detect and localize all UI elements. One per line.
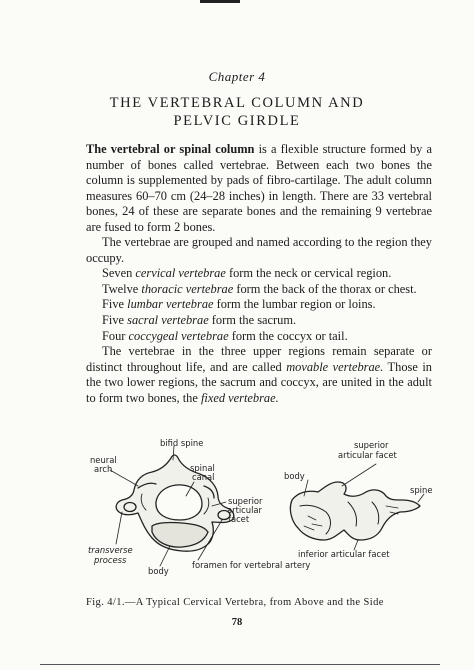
label-superior-articular-facet-right-2: articular facet: [338, 450, 397, 460]
text: form the lumbar region or loins.: [213, 297, 376, 312]
label-inferior-articular-facet: inferior articular facet: [298, 549, 390, 559]
chapter-title-line-2: PELVIC GIRDLE: [173, 113, 301, 129]
text: Four: [102, 328, 129, 343]
term-thoracic: thoracic vertebrae: [141, 281, 234, 296]
body-text: [86, 142, 432, 406]
term-lumbar: lumbar vertebrae: [127, 297, 214, 312]
lead-term: The vertebral or spinal column: [86, 142, 255, 156]
paragraph-coccygeal: [86, 329, 432, 345]
text: The vertebrae in the three upper regions remain separate or distinct throughout life, and are called: [86, 344, 432, 374]
paragraph-grouping: The vertebrae are grouped and named according to the region they occupy.: [86, 235, 432, 265]
label-superior-articular-facet-left-2: articular: [227, 505, 263, 515]
label-spine-right: spine: [410, 485, 433, 495]
vertebra-figure: [86, 436, 446, 586]
label-bifid-spine: bifid spine: [160, 438, 204, 448]
label-transverse-process-1: transverse: [88, 545, 133, 555]
label-spinal-canal-2: canal: [192, 472, 215, 482]
term-sacral: sacral vertebrae: [127, 313, 209, 328]
label-transverse-process-2: process: [94, 555, 127, 565]
text: Twelve: [102, 281, 142, 296]
label-spinal-canal-1: spinal: [190, 463, 215, 473]
label-superior-articular-facet-left-3: facet: [228, 514, 250, 524]
label-foramen-vertebral-artery: foramen for vertebral artery: [192, 560, 311, 570]
text: Five: [102, 297, 128, 312]
paragraph-thoracic: [86, 282, 432, 298]
bottom-edge-mark: [40, 664, 440, 665]
text: form the sacrum.: [208, 313, 297, 328]
label-superior-articular-facet-right-1: superior: [354, 440, 389, 450]
spinal-canal-outline: [156, 485, 202, 520]
term-movable: movable vertebrae.: [286, 359, 384, 374]
term-fixed: fixed vertebrae.: [200, 390, 279, 405]
label-body-right: body: [284, 471, 305, 481]
text: Those in the two lower regions, the sacrum and coccyx, are united in the adult to form two bones, the: [86, 359, 432, 405]
label-neural-arch-1: neural: [90, 455, 117, 465]
page-number: 78: [231, 617, 243, 628]
figure-caption: Fig. 4/1.—A Typical Cervical Vertebra, from Above and the Side: [86, 597, 384, 608]
intro-text: is a flexible structure formed by a number of bones called vertebrae. Between each two bones the column is supplemented by pads of fibro-cartilage. The adult column measures 60–70 cm (24–28 inches) in length. There are 33 vertebral bones, 24 of these are separate bones and the remaining 9 vertebrae are fused to form 2 bones.: [86, 142, 432, 234]
term-coccygeal: coccygeal vertebrae: [128, 328, 229, 343]
label-neural-arch-2: arch: [94, 464, 113, 474]
paragraph-intro: [86, 142, 432, 235]
text: Five: [102, 313, 128, 328]
paragraph-sacral: [86, 313, 432, 329]
chapter-label: Chapter 4: [208, 69, 266, 84]
paragraph-cervical: [86, 266, 432, 282]
vertebra-side-view-outline: [290, 482, 420, 540]
paragraph-lumbar: [86, 297, 432, 313]
text: Seven: [102, 266, 136, 281]
text: form the neck or cervical region.: [225, 266, 392, 281]
paragraph-movable-fixed: [86, 344, 432, 406]
label-body-left: body: [148, 566, 169, 576]
text: form the back of the thorax or chest.: [233, 281, 417, 296]
top-edge-mark: [200, 0, 240, 3]
term-cervical: cervical vertebrae: [135, 266, 226, 281]
label-superior-articular-facet-left-1: superior: [228, 496, 263, 506]
text: form the coccyx or tail.: [228, 328, 348, 343]
chapter-title-line-1: THE VERTEBRAL COLUMN AND: [109, 95, 365, 111]
